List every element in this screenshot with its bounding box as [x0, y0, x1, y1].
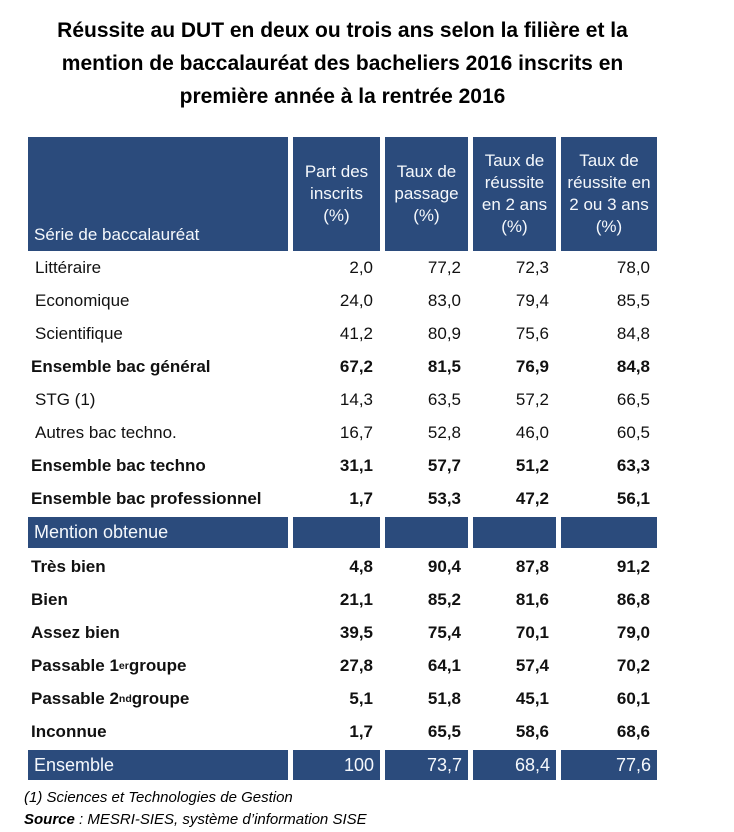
- col-header-taux-reussite-2-ans: Taux de réussite en 2 ans (%): [473, 137, 556, 251]
- row-value: 45,1: [515, 688, 549, 708]
- row-value: 83,0: [427, 290, 461, 310]
- row-label: Très bien: [31, 556, 106, 576]
- row-label: Autres bac techno.: [35, 422, 177, 442]
- table-row: [28, 350, 657, 383]
- row-value: 39,5: [339, 622, 373, 642]
- row-value: 51,8: [427, 688, 461, 708]
- row-label: Ensemble: [28, 750, 288, 780]
- row-value: 5,1: [349, 688, 373, 708]
- row-value: 85,2: [427, 589, 461, 609]
- row-value: 14,3: [339, 389, 373, 409]
- row-value: 16,7: [339, 422, 373, 442]
- row-value: 80,9: [427, 323, 461, 343]
- table-row: [28, 682, 657, 715]
- row-label: Bien: [31, 589, 68, 609]
- col-header-part-des-inscrits: Part des inscrits (%): [293, 137, 380, 251]
- row-label: Passable 1 er groupe: [31, 655, 187, 675]
- row-value: 60,5: [616, 422, 650, 442]
- row-value: 68,4: [473, 750, 556, 780]
- row-value: 24,0: [339, 290, 373, 310]
- row-value: 91,2: [616, 556, 650, 576]
- row-value: 63,3: [616, 455, 650, 475]
- row-value: 57,2: [515, 389, 549, 409]
- row-label: Scientifique: [35, 323, 123, 343]
- row-value: 75,6: [515, 323, 549, 343]
- row-value: 85,5: [616, 290, 650, 310]
- row-value: 4,8: [349, 556, 373, 576]
- row-value: 77,6: [561, 750, 657, 780]
- row-value: 58,6: [515, 721, 549, 741]
- table-row: [28, 583, 657, 616]
- row-value: 57,4: [515, 655, 549, 675]
- table-row: [28, 616, 657, 649]
- row-label: Passable 2 nd groupe: [31, 688, 190, 708]
- row-value: 70,2: [616, 655, 650, 675]
- table-row: [28, 383, 657, 416]
- table-row: [28, 550, 657, 583]
- row-value: 77,2: [427, 257, 461, 277]
- table-row: [28, 416, 657, 449]
- row-value: 90,4: [427, 556, 461, 576]
- row-value: [473, 517, 556, 548]
- row-label: Mention obtenue: [28, 517, 288, 548]
- row-value: 64,1: [427, 655, 461, 675]
- row-value: 73,7: [385, 750, 468, 780]
- col-header-serie-baccalaureat: Série de baccalauréat: [28, 137, 288, 251]
- col-header-taux-de-passage: Taux de passage (%): [385, 137, 468, 251]
- row-value: 76,9: [515, 356, 549, 376]
- row-value: 21,1: [339, 589, 373, 609]
- footnote-source: [24, 809, 734, 831]
- row-value: 70,1: [515, 622, 549, 642]
- table-row: [28, 649, 657, 682]
- footnotes: [24, 787, 734, 831]
- row-value: 68,6: [616, 721, 650, 741]
- row-value: 67,2: [339, 356, 373, 376]
- row-value: 2,0: [349, 257, 373, 277]
- row-value: [293, 517, 380, 548]
- page-title: Réussite au DUT en deux ou trois ans selon la filière et la mention de baccalauréat des bacheliers 2016 inscrits en première année à la rentrée 2016: [57, 19, 628, 108]
- row-value: 46,0: [515, 422, 549, 442]
- table-row: [28, 284, 657, 317]
- row-value: 75,4: [427, 622, 461, 642]
- row-value: 86,8: [616, 589, 650, 609]
- table-row: [28, 482, 657, 515]
- row-value: 79,4: [515, 290, 549, 310]
- row-value: 79,0: [616, 622, 650, 642]
- table-header-row: [28, 137, 657, 251]
- row-value: 60,1: [616, 688, 650, 708]
- table-row: [28, 317, 657, 350]
- row-value: 66,5: [616, 389, 650, 409]
- row-value: 84,8: [616, 323, 650, 343]
- row-label: Ensemble bac général: [31, 356, 211, 376]
- section-row-mention-obtenue: [28, 517, 657, 548]
- row-value: 51,2: [515, 455, 549, 475]
- row-value: [561, 517, 657, 548]
- row-label: STG (1): [35, 389, 96, 409]
- row-label: Littéraire: [35, 257, 102, 277]
- row-label: Economique: [35, 290, 130, 310]
- row-value: 65,5: [427, 721, 461, 741]
- source-label: Source: [24, 811, 75, 828]
- row-value: 1,7: [349, 721, 373, 741]
- results-table: [28, 137, 657, 780]
- row-label: Ensemble bac professionnel: [31, 488, 262, 508]
- row-value: 84,8: [616, 356, 650, 376]
- row-label: Ensemble bac techno: [31, 455, 206, 475]
- table-row: [28, 715, 657, 748]
- row-value: 27,8: [339, 655, 373, 675]
- row-value: 47,2: [515, 488, 549, 508]
- row-value: 41,2: [339, 323, 373, 343]
- table-row: [28, 251, 657, 284]
- row-label: Inconnue: [31, 721, 107, 741]
- table-body: [28, 251, 657, 780]
- row-value: 78,0: [616, 257, 650, 277]
- row-value: [385, 517, 468, 548]
- col-header-taux-reussite-2-ou-3-ans: Taux de réussite en 2 ou 3 ans (%): [561, 137, 657, 251]
- row-value: 87,8: [515, 556, 549, 576]
- row-value: 63,5: [427, 389, 461, 409]
- row-value: 52,8: [427, 422, 461, 442]
- row-value: 57,7: [427, 455, 461, 475]
- row-value: 31,1: [339, 455, 373, 475]
- row-value: 1,7: [349, 488, 373, 508]
- row-value: 100: [293, 750, 380, 780]
- footnote-1: (1) Sciences et Technologies de Gestion: [24, 789, 293, 806]
- row-value: 72,3: [515, 257, 549, 277]
- row-value: 56,1: [616, 488, 650, 508]
- source-text: : MESRI-SIES, système d’information SISE: [74, 811, 367, 828]
- total-row-ensemble: [28, 750, 657, 780]
- row-value: 81,6: [515, 589, 549, 609]
- row-label: Assez bien: [31, 622, 120, 642]
- row-value: 53,3: [427, 488, 461, 508]
- table-row: [28, 449, 657, 482]
- row-value: 81,5: [427, 356, 461, 376]
